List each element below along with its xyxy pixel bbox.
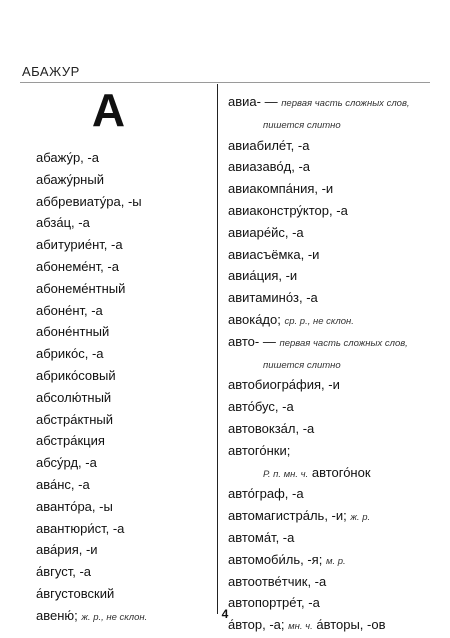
entry-word: авиа- —: [228, 94, 278, 109]
dictionary-entry: [228, 462, 442, 484]
entry-word: ава́нс, -а: [36, 476, 90, 492]
entry-note: м. р.: [325, 555, 346, 567]
entry-note: первая часть сложных слов,: [279, 337, 408, 349]
entry-word: авто́бус, -а: [228, 399, 294, 415]
entry-word: абсолю́тный: [36, 389, 112, 405]
entry-word: автомагистра́ль, -и;: [228, 508, 347, 524]
entry-note: мн. ч.: [288, 621, 313, 633]
dictionary-entry: [36, 474, 214, 496]
dictionary-entry: [36, 212, 214, 234]
entry-word: авто- —: [228, 333, 276, 349]
entry-note: ж. р., не склон.: [81, 611, 148, 623]
left-column: [36, 147, 214, 627]
dictionary-entry: [36, 452, 214, 474]
entry-word: абоне́нт, -а: [36, 302, 103, 318]
dictionary-entry: [36, 430, 214, 452]
dictionary-entry: [36, 409, 214, 431]
entry-word: абонеме́нт, -а: [36, 258, 119, 274]
entry-word: абажу́рный: [36, 171, 104, 187]
dictionary-entry: [36, 191, 214, 213]
entry-word: автомоби́ль, -я;: [228, 551, 323, 567]
dictionary-entry: [36, 561, 214, 583]
entry-note: ж. р.: [350, 512, 371, 524]
dictionary-entry: [36, 496, 214, 518]
dictionary-entry: [228, 527, 442, 549]
entry-note: Р. п. мн. ч.: [263, 468, 309, 480]
entry-note: пишется слитно: [263, 359, 341, 371]
dictionary-entry: [36, 256, 214, 278]
dictionary-entry: [36, 518, 214, 540]
entry-word: аббревиату́ра, -ы: [36, 193, 142, 209]
entry-word: авантюри́ст, -а: [36, 520, 125, 536]
column-divider: [217, 84, 218, 614]
entry-word: авиа́ция, -и: [228, 268, 298, 284]
entry-word: абонеме́нтный: [36, 280, 126, 296]
entry-word: абрико́с, -а: [36, 346, 104, 362]
entry-word: авеню́;: [36, 607, 78, 623]
entry-word: аванто́ра, -ы: [36, 498, 113, 514]
page-number: 4: [221, 607, 229, 621]
dictionary-entry: [228, 244, 442, 266]
entry-note: ср. р., не склон.: [284, 315, 354, 327]
dictionary-entry: [228, 331, 442, 353]
entry-word: автого́нок: [311, 464, 371, 480]
entry-word: автого́нки;: [228, 442, 291, 458]
entry-word: а́вгуст, -а: [36, 564, 92, 580]
entry-word: авиазаво́д, -а: [228, 159, 311, 175]
entry-word: авиаре́йс, -а: [228, 224, 304, 240]
right-column: [228, 91, 442, 636]
entry-word: авиабиле́т, -а: [228, 137, 310, 153]
header-rule: [20, 82, 430, 83]
dictionary-entry: [228, 156, 442, 178]
entry-note: пишется слитно: [263, 119, 341, 131]
dictionary-entry: [228, 222, 442, 244]
dictionary-entry: [228, 178, 442, 200]
dictionary-entry: [36, 278, 214, 300]
dictionary-entry: [36, 321, 214, 343]
entry-note: первая часть сложных слов,: [281, 98, 410, 109]
dictionary-entry: [228, 113, 442, 135]
dictionary-entry: [228, 200, 442, 222]
entry-word: абсу́рд, -а: [36, 455, 97, 471]
entry-word: а́втор, -а;: [228, 617, 285, 633]
dictionary-entry: [36, 234, 214, 256]
running-header: АБАЖУР: [22, 64, 80, 79]
dictionary-entry: [36, 343, 214, 365]
dictionary-entry: [228, 91, 442, 113]
dictionary-entry: [36, 539, 214, 561]
dictionary-entry: [228, 571, 442, 593]
entry-word: абитурие́нт, -а: [36, 237, 123, 253]
dictionary-entry: [228, 265, 442, 287]
dictionary-entry: [228, 396, 442, 418]
entry-word: абза́ц, -а: [36, 215, 90, 231]
entry-word: ава́рия, -и: [36, 542, 98, 558]
entry-word: автоотве́тчик, -а: [228, 573, 327, 589]
dictionary-entry: [228, 374, 442, 396]
dictionary-entry: [228, 353, 442, 375]
entry-word: автопортре́т, -а: [228, 595, 320, 611]
dictionary-entry: [36, 169, 214, 191]
dictionary-entry: [228, 418, 442, 440]
dictionary-entry: [228, 309, 442, 331]
dictionary-entry: [36, 583, 214, 605]
entry-word: авто́граф, -а: [228, 486, 304, 502]
entry-word: авиакомпа́ния, -и: [228, 181, 334, 197]
dictionary-entry: [36, 365, 214, 387]
entry-word: автовокза́л, -а: [228, 420, 315, 436]
dictionary-entry: [228, 287, 442, 309]
entry-word: авитамино́з, -а: [228, 290, 318, 306]
dictionary-entry: [228, 440, 442, 462]
dictionary-entry: [228, 549, 442, 571]
dictionary-entry: [36, 147, 214, 169]
entry-word-tail: а́вторы, -ов: [316, 617, 386, 633]
entry-word: абстра́кция: [36, 433, 105, 449]
entry-word: а́вгустовский: [36, 585, 115, 601]
entry-word: авиаконстру́ктор, -а: [228, 202, 348, 218]
entry-word: абоне́нтный: [36, 324, 110, 340]
entry-word: автома́т, -а: [228, 529, 295, 545]
entry-word: абрико́совый: [36, 367, 116, 383]
dictionary-entry: [36, 387, 214, 409]
entry-word: авиасъёмка, -и: [228, 246, 320, 262]
dictionary-entry: [228, 483, 442, 505]
entry-word: авока́до;: [228, 311, 281, 327]
entry-word: автобиогра́фия, -и: [228, 377, 340, 393]
section-letter: А: [91, 84, 126, 136]
entry-word: абстра́ктный: [36, 411, 114, 427]
entry-word: абажу́р, -а: [36, 150, 99, 165]
dictionary-entry: [228, 505, 442, 527]
dictionary-entry: [228, 135, 442, 157]
dictionary-entry: [36, 300, 214, 322]
